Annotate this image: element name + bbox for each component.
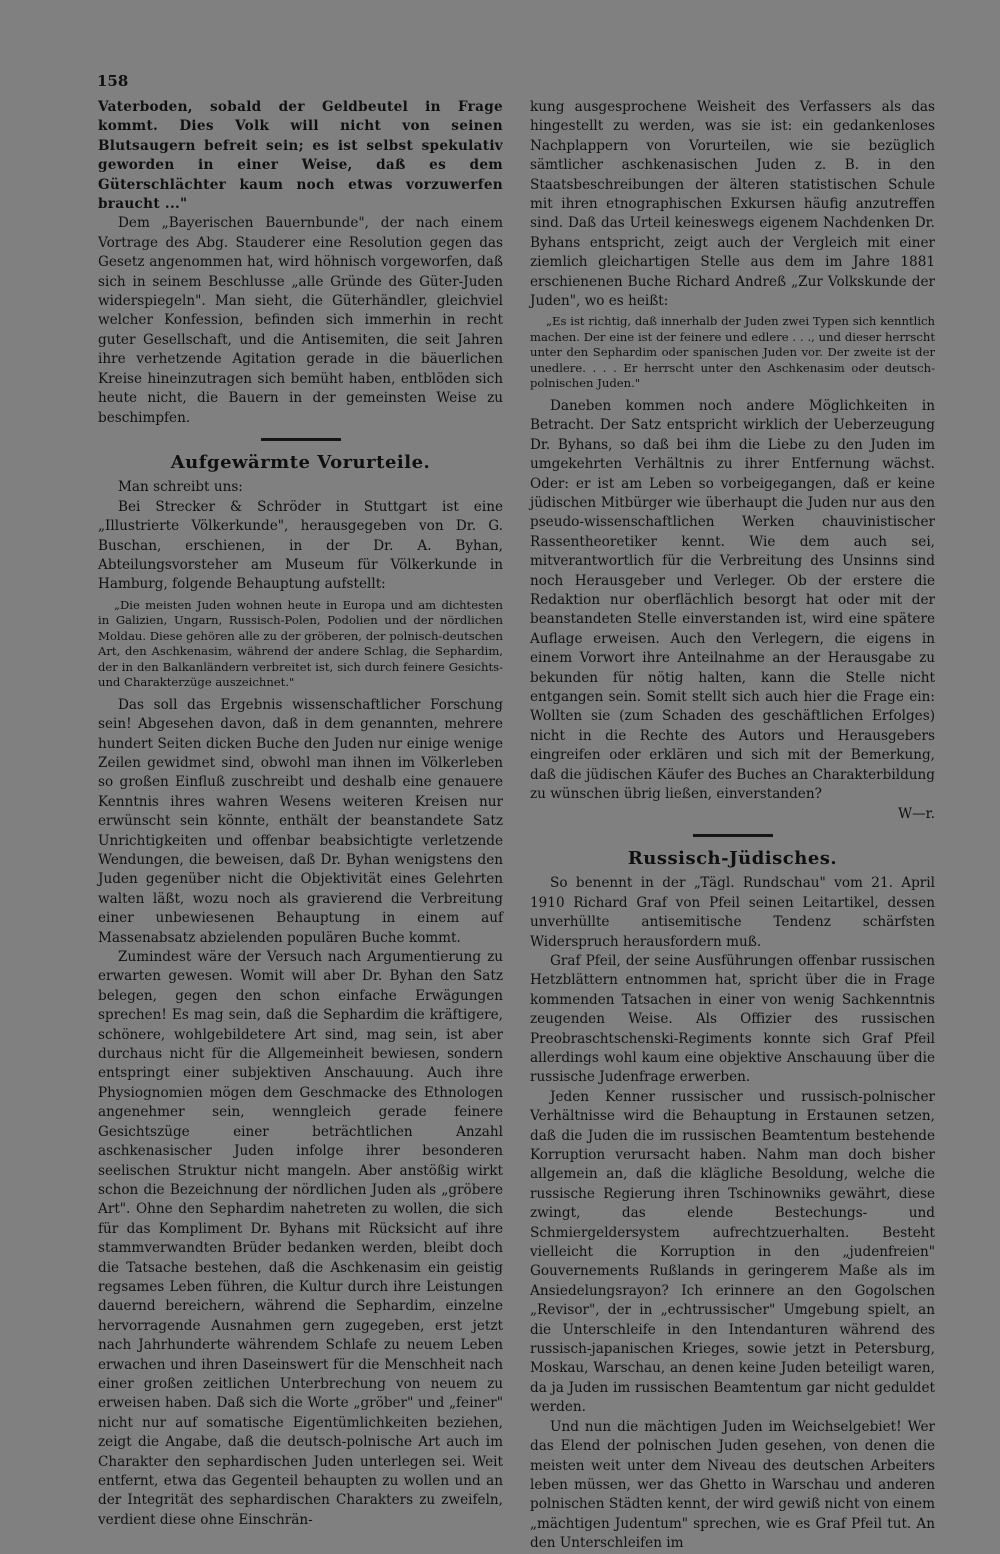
paragraph: kung ausgesprochene Weisheit des Verfassers als das hingestellt zu werden, was sie ist: ein gedankenloses Nachplappern von Vorurteilen, wie sie bezüglich sämtlicher aschkenasischen Juden z. B. in den Staatsbeschreibungen der älteren statistischen Schule mit ihren etnographischen Exkursen häufig anzutreffen sind. Daß das Urteil keineswegs eigenem Nachdenken Dr. Byhans entspricht, zeigt auch der Vergleich mit einer ziemlich gleichartigen Stelle aus dem im Jahre 1881 erschienenen Buche Richard Andreß „Zur Volkskunde der Juden", wo es heißt:: [530, 99, 935, 310]
page-number: 158: [97, 72, 129, 90]
paragraph: Graf Pfeil, der seine Ausführungen offenbar russischen Hetzblättern entnommen hat, spricht über die in Frage kommenden Tatsachen in einer von wenig Sachkenntnis zeugenden Weise. Als Offizier des russischen Preobraschtschenski-Regiments konnte sich Graf Pfeil allerdings wohl kaum eine objektive Anschauung über die russische Judenfrage erwerben.: [530, 952, 935, 1086]
block-quote: „Die meisten Juden wohnen heute in Europa und am dichtesten in Galizien, Ungarn, Russisch-Polen, Podolien und der nördlichen Moldau. Diese gehören alle zu der gröberen, der polnisch-deutschen Art, den Aschkenasim, während der andere Schlag, die Sephardim, der in den Balkanländern verbreitet ist, sich durch feinere Gesichts- und Charakterzüge auszeichnet.": [98, 597, 503, 690]
paragraph: Bei Strecker & Schröder in Stuttgart ist eine „Illustrierte Völkerkunde", herausgegeben von Dr. G. Buschan, erschienen, in der Dr. A. Byhan, Abteilungsvorsteher am Museum für Völkerkunde in Hamburg, folgende Behauptung aufstellt:: [98, 498, 503, 593]
article-heading: Aufgewärmte Vorurteile.: [170, 451, 431, 473]
paragraph: Daneben kommen noch andere Möglichkeiten in Betracht. Der Satz entspricht wirklich der Ueberzeugung Dr. Byhans, so daß bei ihm die Liebe zu den Juden im umgekehrten Verhältnis zu ihrer Entfernung wächst. Oder: er ist am Leben so vorbeigegangen, daß er keine jüdischen Mitbürger wie überhaupt die Juden nur aus den pseudo-wissenschaftlichen Werken chauvinistischer Rassentheoretiker kennt. Wie dem auch sei, mitverantwortlich für die Verbreitung des Unsinns sind noch Herausgeber und Verleger. Ob der erstere die Redaktion nur oberflächlich besorgt hat oder mit der beanstandeten Stelle einverstanden ist, wird eine spätere Auflage erweisen. Auch den Verlegern, die eigens in einem Vorwort ihre Anteilnahme an der Herausgabe zu bekunden für nötig halten, kann die Stelle nicht entgangen sein. Somit stellt sich auch hier die Frage ein: Wollten sie (zum Schaden des geschäftlichen Erfolges) nicht in die Rechte des Autors und Herausgebers eingreifen oder erklären und sich mit der Bemerkung, daß die jüdischen Käufer des Buches an Charakterbildung zu wünschen übrig ließen, einverstanden?: [530, 397, 935, 803]
paragraph: Man schreibt uns:: [118, 479, 243, 496]
section-divider: [261, 438, 341, 441]
paragraph: Vaterboden, sobald der Geldbeutel in Frage kommt. Dies Volk will nicht von seinen Blutsaugern befreit sein; es ist selbst spekulativ geworden in einer Weise, daß es dem Güterschlächter kaum noch etwas vorzuwerfen braucht ...": [98, 99, 503, 213]
paragraph: Jeden Kenner russischer und russisch-polnischer Verhältnisse wird die Behauptung in Erstaunen setzen, daß die Juden die im russischen Beamtentum bestehende Korruption verursacht haben. Nahm man doch bisher allgemein an, daß die klägliche Besoldung, welche die russische Regierung ihren Tschinowniks gewährt, diese zwingt, das elende Bestechungs- und Schmiergeldersystem aufrechtzuerhalten. Besteht vielleicht die Korruption in den „judenfreien" Gouvernements Rußlands in geringerem Maße als im Ansiedelungsrayon? Ich erinnere an den Gogolschen „Revisor", der in „echtrussischer" Umgebung spielt, an die Unterschleife in den Intendanturen während des russisch-japanischen Krieges, sowie jetzt in Petersburg, Moskau, Warschau, an denen keine Juden beteiligt waren, da ja Juden im russischen Beamtentum gar nicht geduldet werden.: [530, 1088, 935, 1416]
right-column: [530, 98, 935, 1554]
paragraph: Zumindest wäre der Versuch nach Argumentierung zu erwarten gewesen. Womit will aber Dr. Byhan den Satz belegen, gegen den schon einfache Erwägungen sprechen! Es mag sein, daß die Sephardim die kräftigere, schönere, wohlgebildetere Art sind, mag sein, ist aber durchaus nicht für die Allgemeinheit bewiesen, sondern entspringt einer subjektiven Anschauung. Auch ihre Physiognomien mögen dem Geschmacke des Ethnologen angenehmer sein, wenngleich gerade feinere Gesichtszüge einer beträchtlichen Anzahl aschkenasischer Juden infolge ihrer besonderen seelischen Struktur nicht mangeln. Aber anstößig wirkt schon die Bezeichnung der nördlichen Juden als „gröbere Art". Ohne den Sephardim nahetreten zu wollen, die sich für das Kompliment Dr. Byhans mit Rücksicht auf ihre stammverwandten Brüder bedanken werden, bleibt doch die Tatsache bestehen, daß die Aschkenasim ein geistig regsames Leben führen, die Kultur durch ihre Leistungen dauernd bereichern, während die Sephardim, einzelne hervorragende Ausnahmen gern zugegeben, erst jetzt nach Jahrhunderte währendem Schlafe zu neuem Leben erwachen und ihren Daseinswert für die Menschheit nach einer großen zeitlichen Unterbrechung von neuem zu erweisen haben. Daß sich die Worte „gröber" und „feiner" nicht nur auf somatische Eigentümlichkeiten beziehen, zeigt die Angabe, daß die deutsch-polnische Art auch im Charakter den sephardischen Juden unterlegen sei. Weit entfernt, etwa das Gegenteil behaupten zu wollen und an der Integrität des sephardischen Charakters zu zweifeln, verdient diese ohne Einschrän-: [98, 949, 503, 1528]
paragraph: Das soll das Ergebnis wissenschaftlicher Forschung sein! Abgesehen davon, daß in dem genannten, mehrere hundert Seiten dicken Buche den Juden nur einige wenige Zeilen gewidmet sind, obwohl man ihnen im Völkerleben so großen Einfluß zuschreibt und deshalb eine genauere Kenntnis ihres wahren Wesens weiteren Kreisen nur erwünscht sein könnte, enthält der beanstandete Satz Unrichtigkeiten und offenbar beabsichtigte verletzende Wendungen, die beweisen, daß Dr. Byhan wenigstens den Juden gegenüber nicht die Objektivität eines Gelehrten walten läßt, wozu noch als gravierend die Verbreitung einer unbewiesenen Behauptung in einem auf Massenabsatz abzielenden populären Buche kommt.: [98, 696, 503, 946]
article-heading: Russisch-Jüdisches.: [627, 847, 838, 869]
author-signature: W—r.: [898, 805, 935, 822]
block-quote: „Es ist richtig, daß innerhalb der Juden zwei Typen sich kenntlich machen. Der eine ist der feinere und edlere . . ., und dieser herrscht unter den Sephardim oder spanischen Juden vor. Der zweite ist der unedlere. . . . Er herrscht unter den Aschkenasim oder deutsch-polnischen Juden.": [530, 314, 935, 391]
paragraph: Und nun die mächtigen Juden im Weichselgebiet! Wer das Elend der polnischen Juden gesehen, von denen die meisten weit unter dem Niveau des deutschen Arbeiters leben müssen, wer das Ghetto in Warschau und anderen polnischen Städten kennt, der wird gewiß nicht von einem „mächtigen Judentum" sprechen, wie es Graf Pfeil tut. An den Unterschleifen im: [530, 1418, 935, 1552]
paragraph: So benennt in der „Tägl. Rundschau" vom 21. April 1910 Richard Graf von Pfeil seinen Leitartikel, dessen unverhüllte antisemitische Tendenz schärfsten Widerspruch herausfordern muß.: [530, 875, 935, 950]
section-divider: [693, 834, 773, 837]
left-column: [98, 98, 503, 1530]
paragraph: Dem „Bayerischen Bauernbunde", der nach einem Vortrage des Abg. Stauderer eine Resolution gegen das Gesetz angenommen hat, wird höhnisch vorgeworfen, daß sich in seinem Beschlusse „alle Gründe des Güter-Juden widerspiegeln". Man sieht, die Güterhändler, gleichviel welcher Konfession, befinden sich immerhin in recht guter Gesellschaft, und die Antisemiten, die seit Jahren ihre verhetzende Agitation gerade in die bäuerlichen Kreise hineinzutragen sich bemüht haben, entblöden sich heute nicht, die Bauern in der gemeinsten Weise zu beschimpfen.: [98, 215, 503, 426]
